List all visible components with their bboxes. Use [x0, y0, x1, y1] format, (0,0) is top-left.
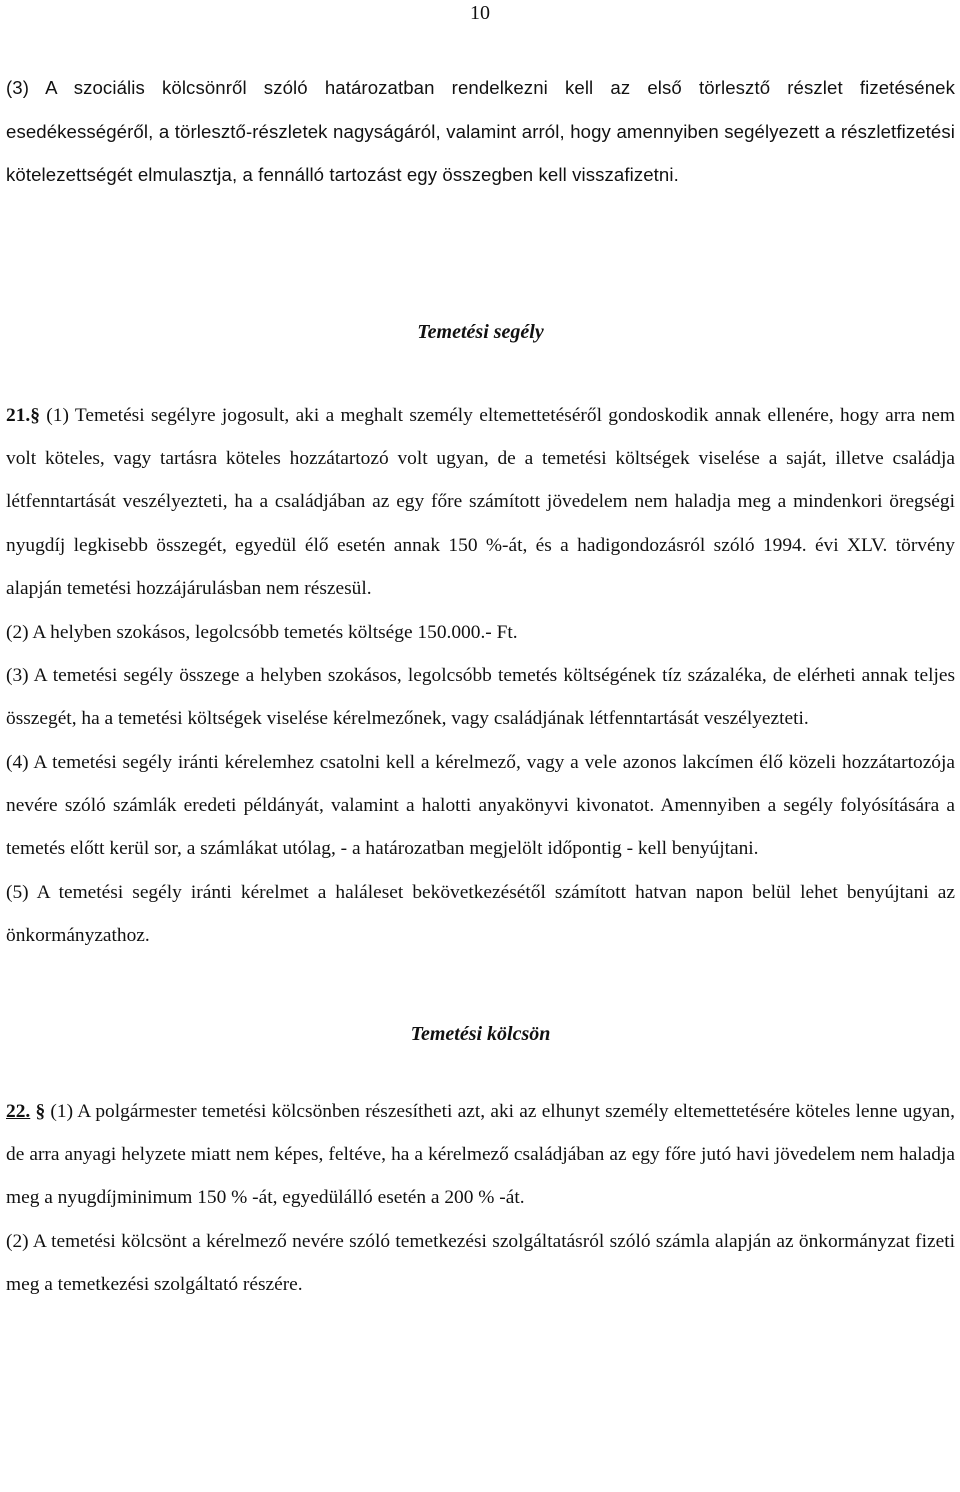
paragraph-text: (1) Temetési segélyre jogosult, aki a meghalt személy eltemettetéséről gondoskodik annak ellenére, hogy arra nem volt köteles, vagy tartásra köteles hozzátartozó volt ugyan, de a temetési költségek viselése a saját, illetve családja létfenntartását veszélyezteti, ha a családjában az egy főre számított jövedelem nem haladja meg a mindenkori öregségi nyugdíj legkisebb összegét, egyedül élő esetén annak 150 %-át, és a hadigondozásról szóló 1994. évi XLV. törvény alapján temetési hozzájárulásban nem részesül.: [6, 404, 955, 600]
section-number: 22.: [6, 1100, 31, 1122]
section-sign: §: [35, 1100, 46, 1122]
section-22-paragraph-2: (2) A temetési kölcsönt a kérelmező nevére szóló temetkezési szolgáltatásról szóló számla alapján az önkormányzat fizeti meg a temetkezési szolgáltató részére.: [6, 1230, 955, 1296]
spacer: [6, 958, 955, 1019]
section-number: 21.: [6, 404, 31, 426]
section-heading-temetesi-segely: Temetési segély: [417, 320, 544, 343]
intro-paragraph: (3) A szociális kölcsönről szóló határozatban rendelkezni kell az első törlesztő részlet fizetésének esedékességéről, a törlesztő-részletek nagyságáról, valamint arról, hogy amennyiben segélyezett a részletfizetési kötelezettségét elmulasztja, a fennálló tartozást egy összegben kell visszafizetni.: [6, 77, 955, 185]
section-21-paragraph-1: [6, 394, 955, 611]
section-21-paragraph-5: (5) A temetési segély iránti kérelmet a haláleset bekövetkezésétől számított hatvan napon belül lehet benyújtani az önkormányzathoz.: [6, 881, 955, 947]
section-heading-temetesi-kolcson: Temetési kölcsön: [410, 1022, 551, 1045]
spacer: [6, 1049, 955, 1090]
section-22-paragraph-1: [6, 1090, 955, 1220]
section-21-paragraph-2: (2) A helyben szokásos, legolcsóbb temetés költsége 150.000.- Ft.: [6, 621, 518, 643]
paragraph-text: (1) A polgármester temetési kölcsönben részesítheti azt, aki az elhunyt személy eltemettetésére köteles lenne ugyan, de arra anyagi helyzete miatt nem képes, feltéve, ha a kérelmező családjában az egy főre jutó havi jövedelem nem haladja meg a nyugdíjminimum 150 % -át, egyedülálló esetén a 200 % -át.: [6, 1100, 955, 1209]
document-body: [6, 66, 955, 1307]
section-21-paragraph-3: (3) A temetési segély összege a helyben szokásos, legolcsóbb temetés költségének tíz százaléka, de elérheti annak teljes összegét, ha a temetési költségek viselése kérelmezőnek, vagy családjának létfenntartását veszélyezteti.: [6, 664, 955, 730]
page-number: 10: [470, 2, 490, 24]
spacer: [6, 197, 955, 317]
section-21-paragraph-4: (4) A temetési segély iránti kérelemhez csatolni kell a kérelmező, vagy a vele azonos lakcímen élő közeli hozzátartozója nevére szóló számlák eredeti példányát, valamint a halotti anyakönyvi kivonatot. Amennyiben a segély folyósítására a temetés előtt kerül sor, a számlákat utólag, - a határozatban megjelölt időpontig - kell benyújtani.: [6, 751, 955, 860]
spacer: [6, 347, 955, 394]
section-sign: §: [30, 404, 40, 426]
